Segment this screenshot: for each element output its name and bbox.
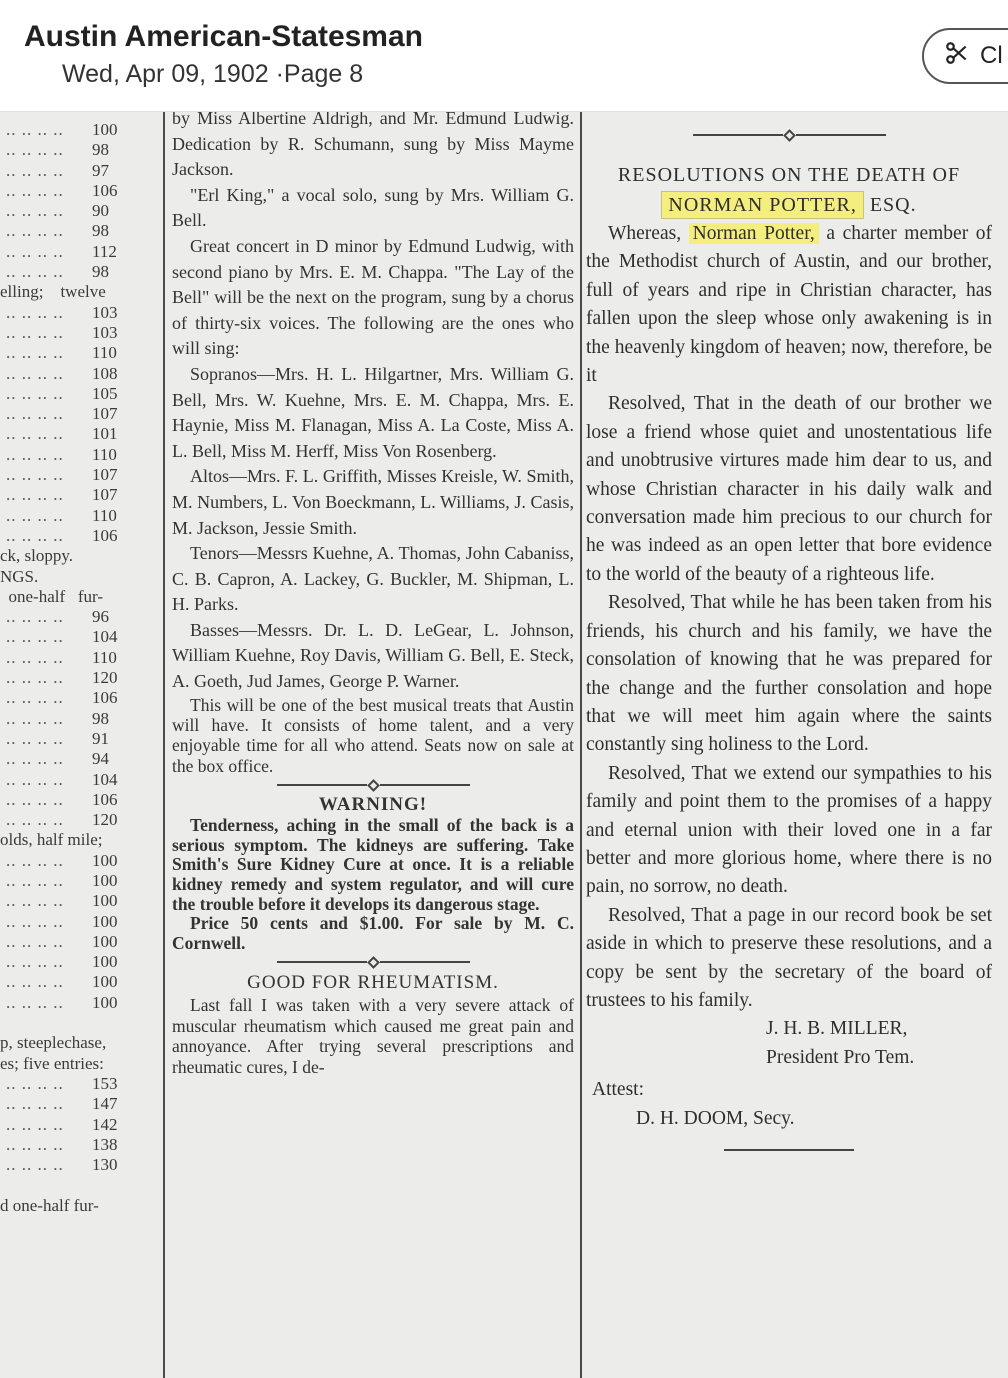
weight-value: 100 (92, 972, 118, 992)
signer-title: President Pro Tem. (766, 1046, 915, 1068)
weight-value: 98 (92, 221, 109, 241)
leader-dots: .. .. .. .. (6, 120, 64, 139)
race-text: elling; twelve (0, 282, 106, 302)
weight-value: 100 (92, 931, 118, 951)
leader-dots: .. .. .. .. (6, 668, 64, 688)
resolutions-column (586, 126, 992, 1151)
result-row (0, 648, 160, 668)
weight-value: 96 (92, 607, 109, 627)
weight-value: 147 (92, 1094, 118, 1114)
weight-value: 120 (92, 668, 118, 688)
result-row (0, 1175, 160, 1195)
result-row (0, 607, 160, 627)
section-divider (172, 776, 574, 794)
result-row (0, 1196, 160, 1216)
article-paragraph: Great concert in D minor by Edmund Ludwig, with second piano by Mrs. E. M. Chappa. "The Lay of the Bell" will be the next on the program, sung by a chorus of thirty-six voices. The following are the ones who will sing: (172, 235, 574, 359)
result-row (0, 546, 160, 566)
article-paragraph: Sopranos—Mrs. H. L. Hilgartner, Mrs. William G. Bell, Mrs. W. Kuehne, Mrs. E. M. Chappa, Mrs. E. Haynie, Miss M. Flanagan, Miss A. La Coste, Miss A. L. Bell, Miss M. Herff, Miss Von Rosenberg. (172, 363, 574, 461)
racing-results-column (0, 120, 160, 1216)
weight-value: 110 (92, 505, 117, 525)
result-row (0, 891, 160, 911)
result-row (0, 526, 160, 546)
result-row (0, 749, 160, 769)
result-row (0, 303, 160, 323)
leader-dots: .. .. .. .. (6, 810, 64, 830)
highlighted-name: NORMAN POTTER, (661, 191, 863, 219)
weight-value: 94 (92, 749, 109, 769)
column-rule (163, 112, 165, 1378)
leader-dots: .. .. .. .. (6, 728, 64, 748)
leader-dots: .. .. .. .. (6, 241, 64, 261)
article-paragraph: "Erl King," a vocal solo, sung by Mrs. William G. Bell. (172, 184, 574, 231)
result-row (0, 343, 160, 363)
weight-value: 142 (92, 1114, 118, 1134)
clip-button-label: Cl (980, 42, 1003, 69)
attest-label: Attest: (592, 1079, 644, 1101)
result-row (0, 729, 160, 749)
result-row (0, 810, 160, 830)
leader-dots: .. .. .. .. (6, 262, 64, 282)
weight-value: 100 (92, 992, 118, 1012)
resolution-paragraph (586, 220, 992, 390)
weight-value: 100 (92, 911, 118, 931)
result-row (0, 485, 160, 505)
result-row (0, 1054, 160, 1074)
result-row (0, 790, 160, 810)
result-row (0, 972, 160, 992)
result-row (0, 445, 160, 465)
weight-value: 110 (92, 647, 117, 667)
result-row (0, 120, 160, 140)
leader-dots: .. .. .. .. (6, 322, 64, 342)
leader-dots: .. .. .. .. (6, 1094, 64, 1114)
highlighted-name: Norman Potter, (689, 223, 819, 244)
result-row (0, 1094, 160, 1114)
ad-heading-warning: WARNING! (318, 794, 428, 816)
result-row (0, 323, 160, 343)
weight-value: 104 (92, 769, 118, 789)
result-row (0, 830, 160, 850)
resolution-paragraph: Resolved, That we extend our sympathies to his family and point them to the promises of a happy and eternal union with their loved one in a far better and more glorious home, where there is no pain, no sorrow, no death. (586, 762, 992, 898)
leader-dots: .. .. .. .. (6, 850, 64, 870)
race-text: p, steeplechase, (0, 1033, 107, 1053)
weight-value: 120 (92, 810, 118, 830)
resolution-paragraph: Resolved, That a page in our record book be set aside in which to preserve these resolutions, and a copy be sent by the secretary of the board of trustees to his family. (586, 904, 992, 1011)
race-text: olds, half mile; (0, 830, 103, 850)
result-row (0, 221, 160, 241)
result-row (0, 384, 160, 404)
clip-button[interactable] (922, 28, 1008, 84)
leader-dots: .. .. .. .. (6, 465, 64, 485)
weight-value: 101 (92, 424, 118, 444)
result-row (0, 993, 160, 1013)
leader-dots: .. .. .. .. (6, 140, 64, 160)
result-row (0, 1115, 160, 1135)
section-divider (172, 953, 574, 971)
weight-value: 106 (92, 688, 118, 708)
ad-heading-rheumatism: GOOD FOR RHEUMATISM. (247, 972, 499, 994)
leader-dots: .. .. .. .. (6, 1134, 64, 1154)
weight-value: 91 (92, 728, 109, 748)
leader-dots: .. .. .. .. (6, 343, 64, 363)
weight-value: 138 (92, 1134, 118, 1154)
leader-dots: .. .. .. .. (6, 972, 64, 992)
race-text: ck, sloppy. (0, 546, 74, 566)
leader-dots: .. .. .. .. (6, 444, 64, 464)
leader-dots: .. .. .. .. (6, 485, 64, 505)
result-row (0, 140, 160, 160)
newspaper-title: Austin American-Statesman (24, 20, 423, 53)
result-row (0, 1074, 160, 1094)
leader-dots: .. .. .. .. (6, 201, 64, 221)
weight-value: 105 (92, 383, 118, 403)
weight-value: 90 (92, 201, 109, 221)
weight-value: 112 (92, 241, 117, 261)
leader-dots: .. .. .. .. (6, 891, 64, 911)
race-text: NGS. (0, 566, 39, 586)
result-row (0, 364, 160, 384)
result-row (0, 770, 160, 790)
issue-date-page: Wed, Apr 09, 1902 ·Page 8 (62, 60, 364, 88)
weight-value: 130 (92, 1155, 118, 1175)
result-row (0, 465, 160, 485)
weight-value: 98 (92, 708, 109, 728)
result-row (0, 161, 160, 181)
section-divider (586, 126, 992, 144)
result-row (0, 404, 160, 424)
weight-value: 108 (92, 363, 118, 383)
leader-dots: .. .. .. .. (6, 789, 64, 809)
leader-dots: .. .. .. .. (6, 952, 64, 972)
weight-value: 100 (92, 120, 118, 139)
result-row (0, 952, 160, 972)
column-end-rule (724, 1149, 854, 1151)
text-run: a charter member of the Methodist church of Austin, and our brother, full of years and ripe in Christian character, has fallen upon the sleep whose only awakening is in the heavenly kingdom of heaven; now, therefore, be it (586, 223, 993, 387)
weight-value: 100 (92, 952, 118, 972)
leader-dots: .. .. .. .. (6, 221, 64, 241)
leader-dots: .. .. .. .. (6, 424, 64, 444)
heading-line: RESOLUTIONS ON THE DEATH OF (617, 164, 961, 186)
article-paragraph: Basses—Messrs. Dr. L. D. LeGear, L. Johnson, William Kuehne, Roy Davis, William G. Bell, E. Steck, A. Goeth, Jud James, George P. Warner. (172, 619, 574, 692)
ad-body: Last fall I was taken with a very severe attack of muscular rheumatism which caused me great pain and annoyance. After trying several prescriptions and rheumatic cures, I de- (172, 995, 574, 1077)
weight-value: 107 (92, 404, 118, 424)
newspaper-page (0, 112, 1008, 1378)
race-text: d one-half fur- (0, 1195, 99, 1215)
result-row (0, 424, 160, 444)
leader-dots: .. .. .. .. (6, 180, 64, 200)
result-row (0, 912, 160, 932)
leader-dots: .. .. .. .. (6, 749, 64, 769)
weight-value: 107 (92, 465, 118, 485)
result-row (0, 282, 160, 302)
column-rule (580, 112, 582, 1378)
weight-value: 98 (92, 262, 109, 282)
weight-value: 106 (92, 525, 118, 545)
heading-name-line (586, 190, 992, 220)
race-text: one-half fur- (0, 586, 104, 606)
result-row (0, 1033, 160, 1053)
result-row (0, 567, 160, 587)
result-row (0, 587, 160, 607)
weight-value: 104 (92, 627, 118, 647)
weight-value: 110 (92, 444, 117, 464)
weight-value: 106 (92, 180, 118, 200)
leader-dots: .. .. .. .. (6, 911, 64, 931)
leader-dots: .. .. .. .. (6, 302, 64, 322)
article-paragraph: by Miss Albertine Aldrigh, and Mr. Edmund Ludwig. Dedication by R. Schumann, sung by Miss Mayme Jackson. (172, 112, 574, 180)
result-row (0, 627, 160, 647)
leader-dots: .. .. .. .. (6, 992, 64, 1012)
article-paragraph: Altos—Mrs. F. L. Griffith, Misses Kreisle, W. Smith, M. Numbers, L. Von Boeckmann, L. Williams, J. Casis, M. Jackson, Jessie Smith. (172, 466, 574, 538)
result-row (0, 932, 160, 952)
race-text: es; five entries: (0, 1053, 104, 1073)
weight-value: 103 (92, 302, 118, 322)
leader-dots: .. .. .. .. (6, 688, 64, 708)
result-row (0, 506, 160, 526)
heading-suffix: ESQ. (863, 194, 917, 216)
scissors-icon (944, 40, 970, 73)
weight-value: 97 (92, 160, 109, 180)
result-row (0, 851, 160, 871)
leader-dots: .. .. .. .. (6, 160, 64, 180)
leader-dots: .. .. .. .. (6, 870, 64, 890)
ad-price: Price 50 cents and $1.00. For sale by M. C. Cornwell. (172, 913, 574, 953)
result-row (0, 709, 160, 729)
resolution-paragraph: Resolved, That while he has been taken from his friends, his church and his family, we have the consolation of knowing that he was prepared for the change and the further consolation and hope that we will meet him again where the saints constantly sing holiness to the Lord. (586, 592, 992, 756)
leader-dots: .. .. .. .. (6, 1114, 64, 1134)
result-row (0, 1013, 160, 1033)
concert-article-column (172, 112, 574, 1077)
leader-dots: .. .. .. .. (6, 1073, 64, 1093)
result-row (0, 688, 160, 708)
leader-dots: .. .. .. .. (6, 404, 64, 424)
weight-value: 106 (92, 789, 118, 809)
weight-value: 153 (92, 1073, 118, 1093)
weight-value: 98 (92, 140, 109, 160)
leader-dots: .. .. .. .. (6, 505, 64, 525)
weight-value: 100 (92, 870, 118, 890)
ad-body: Tenderness, aching in the small of the back is a serious symptom. The kidneys are suffering. Take Smith's Sure Kidney Cure at once. It is a reliable kidney remedy and system regulator, and will cure the trouble before it develops its dangerous stage. (172, 815, 574, 914)
result-row (0, 668, 160, 688)
leader-dots: .. .. .. .. (6, 525, 64, 545)
leader-dots: .. .. .. .. (6, 383, 64, 403)
leader-dots: .. .. .. .. (6, 627, 64, 647)
weight-value: 107 (92, 485, 118, 505)
leader-dots: .. .. .. .. (6, 708, 64, 728)
leader-dots: .. .. .. .. (6, 1155, 64, 1175)
leader-dots: .. .. .. .. (6, 607, 64, 627)
leader-dots: .. .. .. .. (6, 769, 64, 789)
text-run: Whereas, (608, 223, 689, 244)
article-paragraph: This will be one of the best musical treats that Austin will have. It consists of home talent, and a very enjoyable time for all who attend. Seats now on sale at the box office. (172, 694, 574, 776)
result-row (0, 201, 160, 221)
result-row (0, 181, 160, 201)
result-row (0, 1135, 160, 1155)
leader-dots: .. .. .. .. (6, 363, 64, 383)
result-row (0, 242, 160, 262)
secretary-name: D. H. DOOM, Secy. (636, 1107, 795, 1129)
weight-value: 110 (92, 343, 117, 363)
weight-value: 103 (92, 322, 118, 342)
viewer-header (0, 0, 1008, 112)
weight-value: 100 (92, 850, 118, 870)
signer-name: J. H. B. MILLER, (766, 1018, 908, 1040)
leader-dots: .. .. .. .. (6, 931, 64, 951)
result-row (0, 1155, 160, 1175)
leader-dots: .. .. .. .. (6, 647, 64, 667)
article-paragraph: Tenors—Messrs Kuehne, A. Thomas, John Cabaniss, C. B. Capron, A. Lackey, G. Buckler, M. Shipman, L. H. Parks. (172, 543, 574, 615)
result-row (0, 871, 160, 891)
weight-value: 100 (92, 891, 118, 911)
resolution-paragraph: Resolved, That in the death of our brother we lose a friend whose quiet and unostentatious life and unobtrusive virtures made him dear to us, and whose Christian character in his daily walk and conversation made him precious to our church for he was indeed as an open letter that bore evidence to the world of the beauty of a righteous life. (586, 393, 992, 585)
result-row (0, 262, 160, 282)
resolutions-heading (586, 160, 992, 220)
